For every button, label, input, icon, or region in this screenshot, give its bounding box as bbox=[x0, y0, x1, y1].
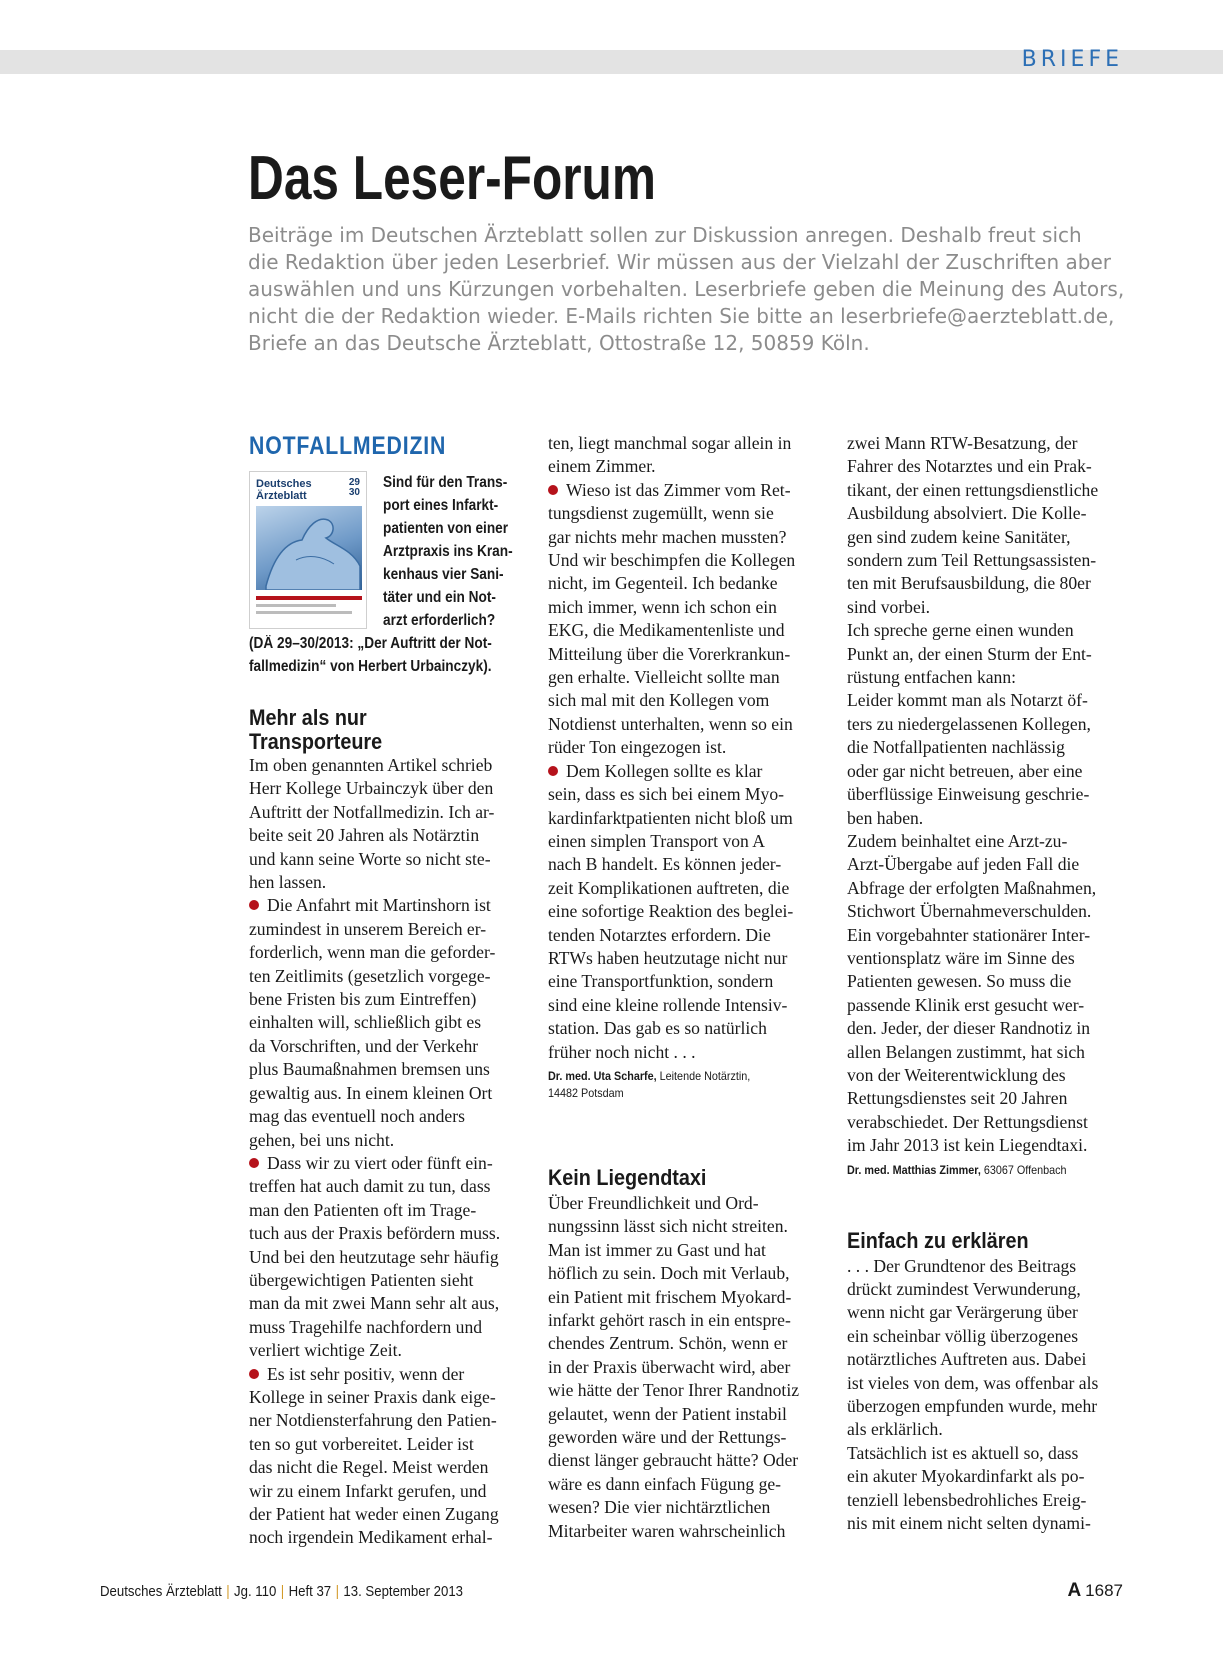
text-line: tenziell lebensbedrohliches Ereig- bbox=[847, 1489, 1087, 1510]
teaser-reference bbox=[249, 632, 525, 678]
text-line: Tatsächlich ist es aktuell so, dass bbox=[847, 1442, 1079, 1463]
text-line: tungsdienst zugemüllt, wenn sie bbox=[548, 503, 774, 524]
text-line: noch irgendein Medikament erhal- bbox=[249, 1527, 493, 1548]
text-line: überzogen empfunden wurde, mehr bbox=[847, 1396, 1098, 1417]
text-line: höflich zu sein. Doch mit Verlaub, bbox=[548, 1263, 790, 1284]
bullet-icon bbox=[548, 485, 558, 495]
letter-signature bbox=[548, 1068, 820, 1102]
text-line: Rettungsdienstes seit 20 Jahren bbox=[847, 1088, 1068, 1109]
letter-1-start bbox=[249, 706, 521, 1550]
column-3 bbox=[847, 432, 1129, 1535]
text-line: Und bei den heutzutage sehr häufig bbox=[249, 1246, 499, 1267]
footer-separator: | bbox=[280, 1583, 285, 1600]
text-line: sich mal mit den Kollegen vom bbox=[548, 690, 770, 711]
text-line: hen lassen. bbox=[249, 872, 327, 893]
text-line: bene Fristen bis zum Eintreffen) bbox=[249, 989, 477, 1010]
text-line: plus Baumaßnahmen bremsen uns bbox=[249, 1059, 490, 1080]
signature-role: Leitende Notärztin, bbox=[656, 1068, 751, 1083]
text-line: tuch aus der Praxis befördern muss. bbox=[249, 1223, 501, 1244]
text-line: chendes Zentrum. Schön, wenn er bbox=[548, 1333, 788, 1354]
teaser-line: fallmedizin“ von Herbert Urbainczyk). bbox=[249, 658, 492, 675]
text-line: station. Das gab es so natürlich bbox=[548, 1018, 767, 1039]
text-line: verliert wichtige Zeit. bbox=[249, 1340, 402, 1361]
text-line: infarkt gehört rasch in ein entspre- bbox=[548, 1310, 791, 1330]
intro-line: die Redaktion über jeden Leserbrief. Wir müssen aus der Vielzahl der Zuschriften aber bbox=[248, 250, 1111, 274]
text-line: . . . Der Grundtenor des Beitrags bbox=[847, 1255, 1077, 1276]
cover-title-line: Deutsches bbox=[256, 478, 312, 490]
text-line: ventionsplatz wäre im Sinne des bbox=[847, 947, 1075, 968]
rubric-heading: NOTFALLMEDIZIN bbox=[249, 432, 447, 460]
signature-name: Dr. med. Uta Scharfe, bbox=[548, 1068, 657, 1083]
text-line-content: Es ist sehr positiv, wenn der bbox=[267, 1363, 465, 1384]
column-1 bbox=[249, 431, 521, 1581]
text-line: dienst länger gebraucht hätte? Oder bbox=[548, 1450, 799, 1471]
text-line: gen sind zudem keine Sanitäter, bbox=[847, 526, 1071, 547]
text-line: die Notfallpatienten nachlässig bbox=[847, 737, 1065, 758]
text-line: allen Belangen zustimmt, hat sich bbox=[847, 1041, 1085, 1062]
text-line: wie hätte der Tenor Ihrer Randnotiz bbox=[548, 1380, 800, 1401]
text-line: Herr Kollege Urbainczyk über den bbox=[249, 778, 494, 799]
text-line bbox=[548, 760, 820, 783]
text-line: einem Zimmer. bbox=[548, 456, 656, 477]
text-line: Arzt-Übergabe auf jeden Fall die bbox=[847, 854, 1080, 875]
headline-line: Einfach zu erklären bbox=[847, 1227, 1029, 1253]
text-line: Mitteilung über die Vorerkrankun- bbox=[548, 643, 791, 664]
cover-title bbox=[256, 478, 312, 502]
text-line-content: Dass wir zu viert oder fünft ein- bbox=[267, 1152, 493, 1173]
text-line: gelautet, wenn der Patient instabil bbox=[548, 1403, 787, 1424]
text-line: ein Patient mit frischem Myokard- bbox=[548, 1286, 792, 1307]
text-line: Ein vorgebahnter stationärer Inter- bbox=[847, 924, 1091, 945]
text-line: nis mit einem nicht selten dynami- bbox=[847, 1513, 1091, 1534]
letter-headline bbox=[847, 1229, 1129, 1253]
text-line: ein scheinbar völlig überzogenes bbox=[847, 1325, 1079, 1346]
text-line: das nicht die Regel. Meist werden bbox=[249, 1457, 489, 1478]
cover-title-line: Ärzteblatt bbox=[256, 490, 307, 502]
text-line: wesen? Die vier nichtärztlichen bbox=[548, 1497, 771, 1518]
text-line: Ausbildung absolviert. Die Kolle- bbox=[847, 503, 1087, 524]
headline-line: Kein Liegendtaxi bbox=[548, 1164, 707, 1190]
text-line: ner Notdiensterfahrung den Patien- bbox=[249, 1410, 497, 1431]
page-number bbox=[1067, 1580, 1123, 1602]
text-line: Man ist immer zu Gast und hat bbox=[548, 1239, 766, 1260]
text-line: übergewichtigen Patienten sieht bbox=[249, 1269, 474, 1290]
bullet-icon bbox=[548, 766, 558, 776]
footer-journal: Deutsches Ärzteblatt bbox=[100, 1583, 222, 1600]
page-number-value: 1687 bbox=[1085, 1581, 1123, 1600]
text-line: man den Patienten oft im Trage- bbox=[249, 1199, 477, 1220]
text-line: sein, dass es sich bei einem Myo- bbox=[548, 784, 785, 805]
letter-headline bbox=[548, 1166, 820, 1190]
text-line bbox=[249, 1152, 521, 1175]
text-line: und kann seine Worte so nicht ste- bbox=[249, 848, 491, 869]
text-line: früher noch nicht . . . bbox=[548, 1041, 696, 1062]
text-line: gewaltig aus. In einem kleinen Ort bbox=[249, 1082, 493, 1103]
letter-body bbox=[249, 754, 521, 1550]
text-line: treffen hat auch damit zu tun, dass bbox=[249, 1176, 491, 1197]
text-line: Stichwort Übernahmeverschulden. bbox=[847, 901, 1092, 922]
letter-headline bbox=[249, 706, 521, 754]
teaser-line: kenhaus vier Sani- bbox=[383, 566, 504, 583]
text-line: Abfrage der erfolgten Maßnahmen, bbox=[847, 877, 1097, 898]
magazine-cover-image bbox=[249, 471, 367, 629]
text-line: eine Transportfunktion, sondern bbox=[548, 971, 774, 992]
text-line: Zudem beinhaltet eine Arzt-zu- bbox=[847, 830, 1068, 851]
footer-separator: | bbox=[226, 1583, 230, 1600]
text-line: sind eine kleine rollende Intensiv- bbox=[548, 994, 788, 1015]
text-line: nicht, im Gegenteil. Ich bedanke bbox=[548, 573, 778, 594]
footer-publication bbox=[100, 1583, 463, 1600]
headline-line: Mehr als nur bbox=[249, 705, 367, 730]
footer-separator: | bbox=[335, 1583, 340, 1600]
text-line: zwei Mann RTW-Besatzung, der bbox=[847, 433, 1078, 453]
page-prefix: A bbox=[1067, 1580, 1082, 1601]
text-line: der Patient hat weder einen Zugang bbox=[249, 1504, 499, 1524]
cover-issue-line: 29 bbox=[348, 477, 360, 488]
cover-decoration bbox=[256, 596, 362, 600]
bullet-icon bbox=[249, 900, 259, 910]
signature-city: 63067 Offenbach bbox=[980, 1162, 1067, 1177]
text-line: Leider kommt man als Notarzt öf- bbox=[847, 690, 1088, 711]
text-line: Ich spreche gerne einen wunden bbox=[847, 620, 1074, 641]
text-line: EKG, die Medikamentenliste und bbox=[548, 620, 785, 641]
text-line: einhalten will, schließlich gibt es bbox=[249, 1012, 482, 1033]
text-line: Notdienst unterhalten, wenn so ein bbox=[548, 713, 793, 734]
text-line: Über Freundlichkeit und Ord- bbox=[548, 1192, 759, 1213]
teaser-text bbox=[383, 471, 530, 632]
signature-line bbox=[548, 1068, 793, 1085]
teaser-line: (DÄ 29–30/2013: „Der Auftritt der Not- bbox=[249, 635, 492, 652]
cover-decoration bbox=[256, 604, 336, 607]
text-line: drückt zumindest Verwunderung, bbox=[847, 1279, 1081, 1299]
text-line: Mitarbeiter waren wahrscheinlich bbox=[548, 1520, 786, 1541]
bullet-icon bbox=[249, 1158, 259, 1168]
text-line: den. Jeder, der dieser Randnotiz in bbox=[847, 1018, 1091, 1039]
text-line: Im oben genannten Artikel schrieb bbox=[249, 755, 493, 775]
footer-issue: Heft 37 bbox=[288, 1583, 332, 1600]
cover-decoration bbox=[256, 611, 352, 614]
cover-arm-illustration bbox=[256, 506, 362, 590]
column-2 bbox=[548, 432, 820, 1543]
text-line: einen simplen Transport von A bbox=[548, 830, 765, 851]
text-line-content: Wieso ist das Zimmer vom Ret- bbox=[566, 479, 791, 500]
text-line: ters zu niedergelassenen Kollegen, bbox=[847, 713, 1091, 734]
intro-line: auswählen und uns Kürzungen vorbehalten. Leserbriefe geben die Meinung des Autors, bbox=[248, 277, 1125, 301]
text-line: Punkt an, der einen Sturm der Ent- bbox=[847, 643, 1092, 664]
text-line: gehen, bei uns nicht. bbox=[249, 1129, 395, 1150]
text-line: muss Tragehilfe nachfordern und bbox=[249, 1316, 483, 1337]
text-line: ben haben. bbox=[847, 807, 924, 828]
text-line: rüstung entfachen kann: bbox=[847, 667, 1017, 688]
text-line: zumindest in unserem Bereich er- bbox=[249, 918, 487, 939]
text-line: Und wir beschimpfen die Kollegen bbox=[548, 550, 796, 571]
text-line: wir zu einem Infarkt gerufen, und bbox=[249, 1480, 487, 1501]
teaser-line: Sind für den Trans- bbox=[383, 474, 508, 491]
text-line: wenn nicht gar Verärgerung über bbox=[847, 1302, 1078, 1323]
page-title: Das Leser-Forum bbox=[248, 144, 656, 213]
bullet-icon bbox=[249, 1369, 259, 1379]
teaser-line: patienten von einer bbox=[383, 520, 509, 537]
cover-issue bbox=[349, 478, 360, 498]
footer-date: 13. September 2013 bbox=[343, 1583, 464, 1600]
text-line: Kollege in seiner Praxis dank eige- bbox=[249, 1386, 496, 1407]
text-line: beite seit 20 Jahren als Notärztin bbox=[249, 825, 480, 846]
text-line: man da mit zwei Mann sehr alt aus, bbox=[249, 1293, 500, 1314]
text-line: mich immer, wenn ich schon ein bbox=[548, 596, 777, 617]
text-line: geworden wäre und der Rettungs- bbox=[548, 1427, 787, 1448]
text-line: in der Praxis überwacht wird, aber bbox=[548, 1356, 791, 1377]
text-line: eine sofortige Reaktion des beglei- bbox=[548, 901, 794, 922]
intro-line: nicht die der Redaktion wieder. E-Mails richten Sie bitte an leserbriefe@aerzteblatt.de, bbox=[248, 304, 1115, 328]
text-line: tikant, der einen rettungsdienstliche bbox=[847, 479, 1099, 500]
text-line: wäre es dann einfach Fügung ge- bbox=[548, 1473, 782, 1494]
text-line: da Vorschriften, und der Verkehr bbox=[249, 1035, 479, 1056]
text-line: kardinfarktpatienten nicht bloß um bbox=[548, 807, 793, 828]
text-line: zeit Komplikationen auftreten, die bbox=[548, 877, 790, 898]
section-label: BRIEFE bbox=[1021, 47, 1123, 72]
flexed-arm-icon bbox=[256, 506, 362, 590]
text-line: Fahrer des Notarztes und ein Prak- bbox=[847, 456, 1092, 477]
text-line: ten Zeitlimits (gesetzlich vorgege- bbox=[249, 965, 491, 986]
text-line: ten, liegt manchmal sogar allein in bbox=[548, 433, 792, 453]
text-line: sondern zum Teil Rettungsassisten- bbox=[847, 550, 1097, 571]
text-line: ten mit Berufsausbildung, die 80er bbox=[847, 573, 1091, 594]
text-line: RTWs haben heutzutage nicht nur bbox=[548, 947, 788, 968]
text-line-content: Die Anfahrt mit Martinshorn ist bbox=[267, 895, 491, 916]
text-line: verabschiedet. Der Rettungsdienst bbox=[847, 1111, 1088, 1132]
headline-line: Transporteure bbox=[249, 729, 383, 754]
signature-line bbox=[847, 1162, 1101, 1179]
text-line: von der Weiterentwicklung des bbox=[847, 1064, 1066, 1085]
text-line: nach B handelt. Es können jeder- bbox=[548, 854, 782, 875]
intro-text bbox=[248, 222, 1138, 357]
text-line: mag das eventuell noch anders bbox=[249, 1106, 465, 1127]
text-line bbox=[249, 1363, 521, 1386]
signature-name: Dr. med. Matthias Zimmer, bbox=[847, 1162, 981, 1177]
text-line: ein akuter Myokardinfarkt als po- bbox=[847, 1466, 1085, 1487]
footer-volume: Jg. 110 bbox=[234, 1583, 277, 1600]
intro-line: Briefe an das Deutsche Ärzteblatt, Ottostraße 12, 50859 Köln. bbox=[248, 331, 870, 355]
teaser-line: arzt erforderlich? bbox=[383, 612, 496, 629]
text-line: sind vorbei. bbox=[847, 596, 931, 617]
text-line bbox=[548, 479, 820, 502]
text-line: überflüssige Einweisung geschrie- bbox=[847, 784, 1090, 805]
text-line: als erklärlich. bbox=[847, 1419, 943, 1440]
cover-issue-line: 30 bbox=[348, 487, 360, 498]
text-line: rüder Ton eingezogen ist. bbox=[548, 737, 727, 758]
text-line: oder gar nicht betreuen, aber eine bbox=[847, 760, 1083, 781]
text-line bbox=[249, 894, 521, 917]
text-line: gen erhalte. Vielleicht sollte man bbox=[548, 667, 780, 688]
signature-city: 14482 Potsdam bbox=[548, 1085, 624, 1100]
intro-line: Beiträge im Deutschen Ärzteblatt sollen zur Diskussion anregen. Deshalb freut sich bbox=[248, 223, 1082, 247]
text-line: gar nichts mehr machen mussten? bbox=[548, 526, 787, 547]
text-line: ist vieles von dem, was offenbar als bbox=[847, 1372, 1099, 1393]
text-line: notärztliches Auftreten aus. Dabei bbox=[847, 1349, 1087, 1370]
text-line: Auftritt der Notfallmedizin. Ich ar- bbox=[249, 801, 495, 822]
text-line: ten so gut vorbereitet. Leider ist bbox=[249, 1433, 474, 1454]
text-line: Patienten gewesen. So muss die bbox=[847, 971, 1072, 992]
text-line: tenden Notarztes erfordern. Die bbox=[548, 924, 771, 945]
teaser-line: Arztpraxis ins Kran- bbox=[383, 543, 513, 560]
text-line: passende Klinik erst gesucht wer- bbox=[847, 994, 1085, 1015]
text-line-content: Dem Kollegen sollte es klar bbox=[566, 760, 763, 781]
letter-signature bbox=[847, 1162, 1129, 1179]
text-line: forderlich, wenn man die geforder- bbox=[249, 942, 496, 963]
teaser-line: täter und ein Not- bbox=[383, 589, 496, 606]
teaser-line: port eines Infarkt- bbox=[383, 497, 499, 514]
text-line: nungssinn lässt sich nicht streiten. bbox=[548, 1216, 788, 1237]
text-line: im Jahr 2013 ist kein Liegendtaxi. bbox=[847, 1135, 1088, 1156]
